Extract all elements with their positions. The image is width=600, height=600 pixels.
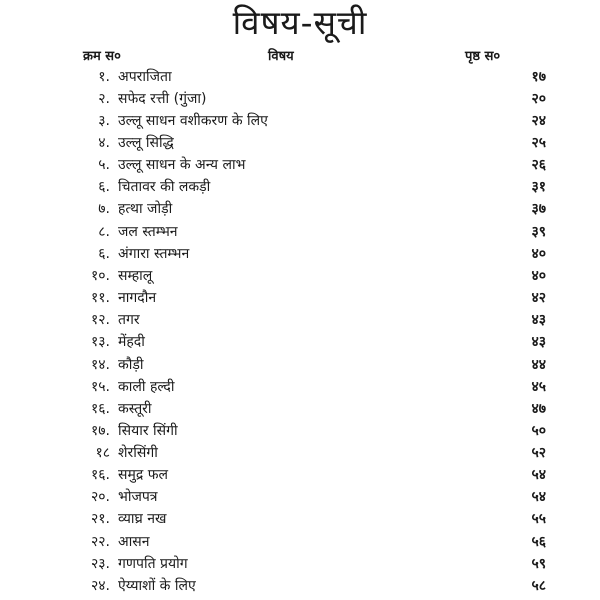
entry-topic: उल्लू साधन वशीकरण के लिए <box>118 113 268 129</box>
toc-entry <box>0 110 600 132</box>
entry-number: २१. <box>90 511 110 527</box>
column-header-row <box>0 46 600 66</box>
entry-number: ४. <box>98 135 110 151</box>
entry-page-number: ५६ <box>531 534 546 550</box>
toc-entry <box>0 287 600 309</box>
entry-topic: व्याघ्र नख <box>118 511 167 527</box>
toc-entry <box>0 398 600 420</box>
toc-entry <box>0 132 600 154</box>
entry-topic: गणपति प्रयोग <box>118 556 188 572</box>
column-header-page: पृष्ठ स० <box>465 49 501 64</box>
toc-entry <box>0 354 600 376</box>
toc-entry <box>0 243 600 265</box>
entry-page-number: २६ <box>531 157 546 173</box>
entry-topic: उल्लू सिद्धि <box>118 135 174 151</box>
entry-number: ११. <box>90 290 110 306</box>
entry-number: २४. <box>90 578 110 594</box>
column-header-number: क्रम स० <box>83 49 121 64</box>
entry-topic: सम्हालू <box>118 268 153 284</box>
entry-page-number: ४७ <box>531 401 546 417</box>
entry-page-number: ४२ <box>531 290 546 306</box>
entry-page-number: १७ <box>531 69 546 85</box>
toc-entry <box>0 88 600 110</box>
entry-topic: जल स्तम्भन <box>118 224 178 240</box>
entry-number: २२. <box>90 534 110 550</box>
entry-topic: चितावर की लकड़ी <box>118 179 211 195</box>
entry-number: १६. <box>90 401 110 417</box>
toc-entry <box>0 486 600 508</box>
toc-entry <box>0 176 600 198</box>
entry-page-number: ५४ <box>531 467 546 483</box>
entry-page-number: २४ <box>531 113 546 129</box>
entry-page-number: ४३ <box>531 334 546 350</box>
entry-page-number: २० <box>531 91 546 107</box>
toc-entry <box>0 221 600 243</box>
entry-page-number: ५९ <box>531 556 546 572</box>
entry-page-number: ३९ <box>531 224 546 240</box>
entry-page-number: २५ <box>531 135 546 151</box>
entry-page-number: ३७ <box>531 201 546 217</box>
toc-entry <box>0 420 600 442</box>
toc-entry <box>0 464 600 486</box>
toc-entry <box>0 66 600 88</box>
entry-topic: नागदौन <box>118 290 157 306</box>
entry-number: ६. <box>98 179 110 195</box>
entry-topic: कौड़ी <box>118 357 144 373</box>
entry-number: १२. <box>90 312 110 328</box>
toc-entry <box>0 531 600 553</box>
column-header-topic: विषय <box>268 49 294 64</box>
entry-topic: भोजपत्र <box>118 489 158 505</box>
entry-topic: मेंहदी <box>118 334 145 350</box>
entry-topic: शेरसिंगी <box>118 445 158 461</box>
toc-entry <box>0 309 600 331</box>
toc-entry <box>0 553 600 575</box>
entry-number: २०. <box>90 489 110 505</box>
entry-page-number: ३१ <box>531 179 546 195</box>
entry-page-number: ५२ <box>531 445 546 461</box>
entry-topic: समुद्र फल <box>118 467 169 483</box>
entry-number: ६. <box>98 246 110 262</box>
entry-topic: उल्लू साधन के अन्य लाभ <box>118 157 246 173</box>
entry-page-number: ४३ <box>531 312 546 328</box>
toc-entry <box>0 442 600 464</box>
entry-topic: आसन <box>118 534 150 550</box>
entry-page-number: ५८ <box>531 578 546 594</box>
entry-topic: ऐय्याशों के लिए <box>118 578 196 594</box>
entry-number: १७. <box>90 423 110 439</box>
entry-page-number: ४४ <box>531 357 546 373</box>
entry-number: ५. <box>98 157 110 173</box>
entry-number: १६. <box>90 467 110 483</box>
entry-page-number: ५० <box>531 423 546 439</box>
entry-number: २. <box>98 91 110 107</box>
toc-entry <box>0 265 600 287</box>
entry-number: १०. <box>90 268 110 284</box>
entry-topic: सियार सिंगी <box>118 423 178 439</box>
toc-entry <box>0 376 600 398</box>
entry-topic: सफेद रत्ती (गुंजा) <box>118 91 207 107</box>
entry-number: १८ <box>95 445 110 461</box>
entry-topic: तगर <box>118 312 140 328</box>
entry-number: ७. <box>98 201 110 217</box>
entry-page-number: ५५ <box>531 511 546 527</box>
entry-page-number: ४० <box>531 268 546 284</box>
entry-number: १३. <box>90 334 110 350</box>
entry-topic: कस्तूरी <box>118 401 152 417</box>
entry-page-number: ४० <box>531 246 546 262</box>
entry-topic: हत्था जोड़ी <box>118 201 173 217</box>
toc-entry <box>0 508 600 530</box>
toc-entry <box>0 331 600 353</box>
entry-topic: अपराजिता <box>118 69 172 85</box>
toc-entry <box>0 575 600 597</box>
entry-page-number: ५४ <box>531 489 546 505</box>
entry-page-number: ४५ <box>531 379 546 395</box>
entry-number: २३. <box>90 556 110 572</box>
toc-entry <box>0 198 600 220</box>
entry-topic: अंगारा स्तम्भन <box>118 246 190 262</box>
entry-topic: काली हल्दी <box>118 379 175 395</box>
entry-number: ३. <box>98 113 110 129</box>
entry-number: ८. <box>98 224 110 240</box>
entry-number: १. <box>98 69 110 85</box>
toc-entry <box>0 154 600 176</box>
page-title: विषय-सूची <box>232 3 368 42</box>
entry-number: १५. <box>90 379 110 395</box>
entry-number: १४. <box>90 357 110 373</box>
